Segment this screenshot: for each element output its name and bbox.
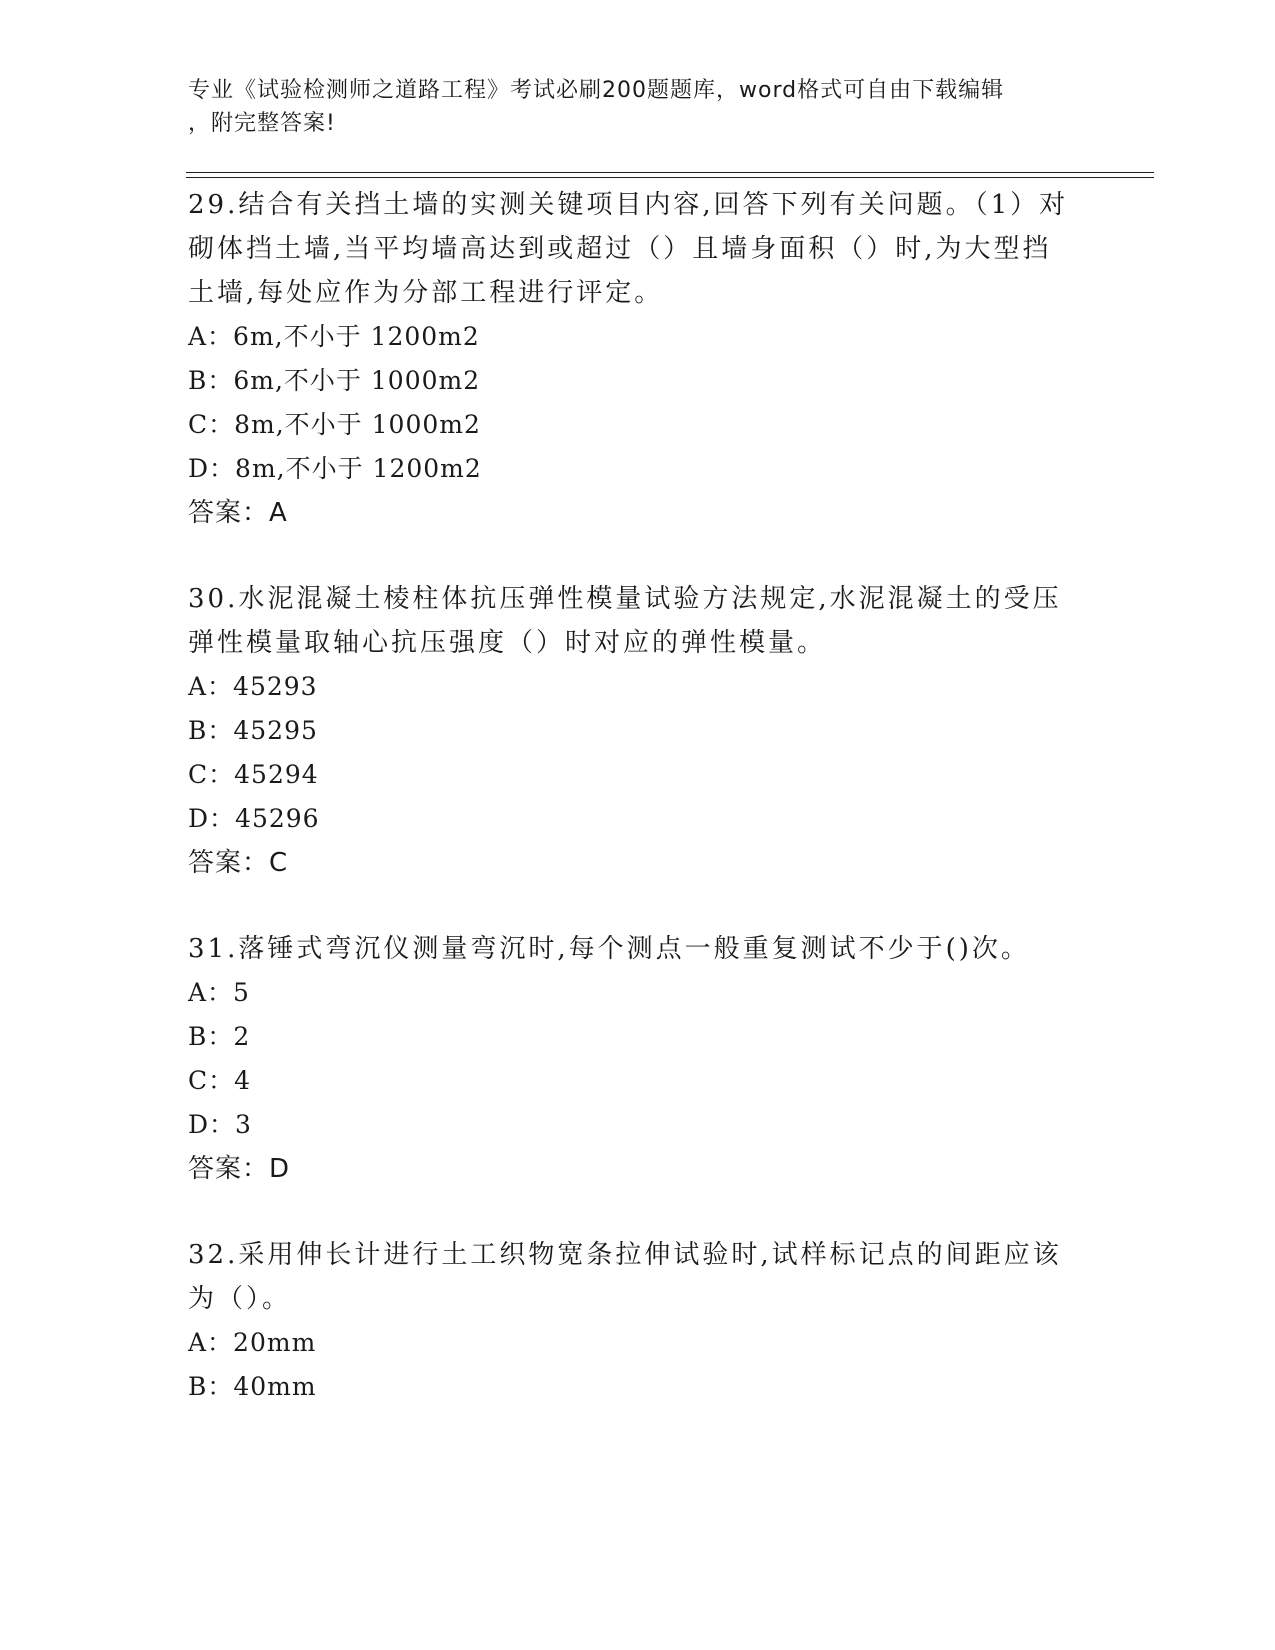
answer-label: 答案：A — [188, 498, 288, 528]
header-line-1: 专业《试验检测师之道路工程》考试必刷200题题库，word格式可自由下载编辑 — [188, 78, 1005, 103]
header-divider-top — [186, 172, 1154, 173]
header-divider-bottom — [186, 177, 1154, 178]
option-b: B：6m,不小于 1000m2 — [188, 366, 481, 395]
answer-label: 答案：D — [188, 1154, 291, 1184]
option-b: B：2 — [188, 1022, 251, 1051]
question-text-line: 土墙,每处应作为分部工程进行评定。 — [188, 278, 664, 308]
option-a: A：6m,不小于 1200m2 — [188, 322, 480, 351]
option-a: A：20mm — [188, 1328, 317, 1357]
option-b: B：40mm — [188, 1372, 317, 1401]
option-b: B：45295 — [188, 716, 318, 745]
option-d: D：45296 — [188, 804, 320, 833]
header-line-2: ，附完整答案! — [188, 111, 336, 136]
option-a: A：45293 — [188, 672, 318, 701]
question-text-line: 30.水泥混凝土棱柱体抗压弹性模量试验方法规定,水泥混凝土的受压 — [188, 584, 1062, 614]
option-d: D：3 — [188, 1110, 252, 1139]
question-text-line: 31.落锤式弯沉仪测量弯沉时,每个测点一般重复测试不少于()次。 — [188, 934, 1030, 964]
option-d: D：8m,不小于 1200m2 — [188, 454, 482, 483]
question-text-line: 32.采用伸长计进行土工织物宽条拉伸试验时,试样标记点的间距应该 — [188, 1240, 1062, 1270]
answer-label: 答案：C — [188, 848, 289, 878]
option-c: C：4 — [188, 1066, 252, 1095]
question-text-line: 砌体挡土墙,当平均墙高达到或超过（）且墙身面积（）时,为大型挡 — [188, 234, 1052, 264]
question-text-line: 弹性模量取轴心抗压强度（）时对应的弹性模量。 — [188, 628, 827, 658]
option-a: A：5 — [188, 978, 250, 1007]
option-c: C：45294 — [188, 760, 319, 789]
option-c: C：8m,不小于 1000m2 — [188, 410, 481, 439]
question-text-line: 29.结合有关挡土墙的实测关键项目内容,回答下列有关问题。（1）对 — [188, 190, 1069, 220]
document-header — [188, 74, 1078, 140]
question-text-line: 为（）。 — [188, 1284, 292, 1314]
